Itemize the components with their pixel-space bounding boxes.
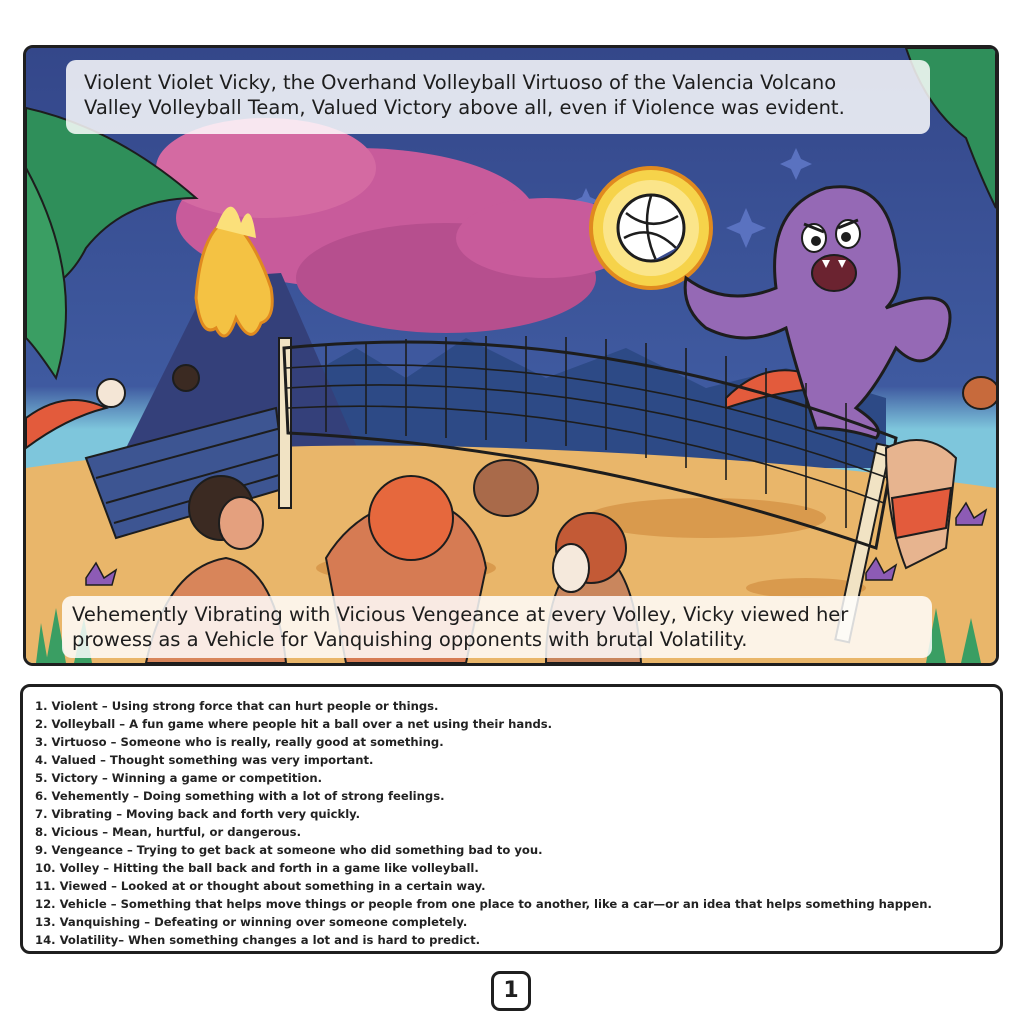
glossary-item: 1. Violent – Using strong force that can hurt people or things.	[35, 699, 439, 713]
caption-bottom-line: prowess as a Vehicle for Vanquishing opponents with brutal Volatility.	[72, 628, 748, 651]
glossary-item: 6. Vehemently – Doing something with a lot of strong feelings.	[35, 789, 445, 803]
glossary-item: 11. Viewed – Looked at or thought about something in a certain way.	[35, 879, 486, 893]
glossary-item: 12. Vehicle – Something that helps move things or people from one place to another, like a car—or an idea that helps something happen.	[35, 897, 932, 911]
caption-bottom-line: Vehemently Vibrating with Vicious Vengeance at every Volley, Vicky viewed her	[72, 603, 849, 626]
illustration-panel	[23, 45, 999, 666]
glossary-item: 2. Volleyball – A fun game where people hit a ball over a net using their hands.	[35, 717, 553, 731]
glossary-item: 8. Vicious – Mean, hurtful, or dangerous.	[35, 825, 301, 839]
caption-top-line: Violent Violet Vicky, the Overhand Volleyball Virtuoso of the Valencia Volcano	[84, 71, 837, 94]
glossary-item: 13. Vanquishing – Defeating or winning over someone completely.	[35, 915, 468, 929]
glossary-item: 7. Vibrating – Moving back and forth very quickly.	[35, 807, 361, 821]
volleyball-icon	[618, 195, 684, 261]
glossary-item: 3. Virtuoso – Someone who is really, really good at something.	[35, 735, 444, 749]
glossary-item: 14. Volatility– When something changes a lot and is hard to predict.	[35, 933, 481, 947]
glossary-item: 5. Victory – Winning a game or competition.	[35, 771, 323, 785]
caption-top	[66, 60, 930, 134]
caption-top-line: Valley Volleyball Team, Valued Victory above all, even if Violence was evident.	[84, 96, 845, 119]
glossary-item: 10. Volley – Hitting the ball back and forth in a game like volleyball.	[35, 861, 479, 875]
caption-bottom	[62, 596, 932, 658]
beach-volleyball-scene	[26, 48, 996, 663]
glossary-item: 4. Valued – Thought something was very important.	[35, 753, 374, 767]
glossary-item: 9. Vengeance – Trying to get back at someone who did something bad to you.	[35, 843, 543, 857]
vocabulary-glossary	[20, 684, 1003, 954]
page-number: 1	[491, 971, 531, 1011]
